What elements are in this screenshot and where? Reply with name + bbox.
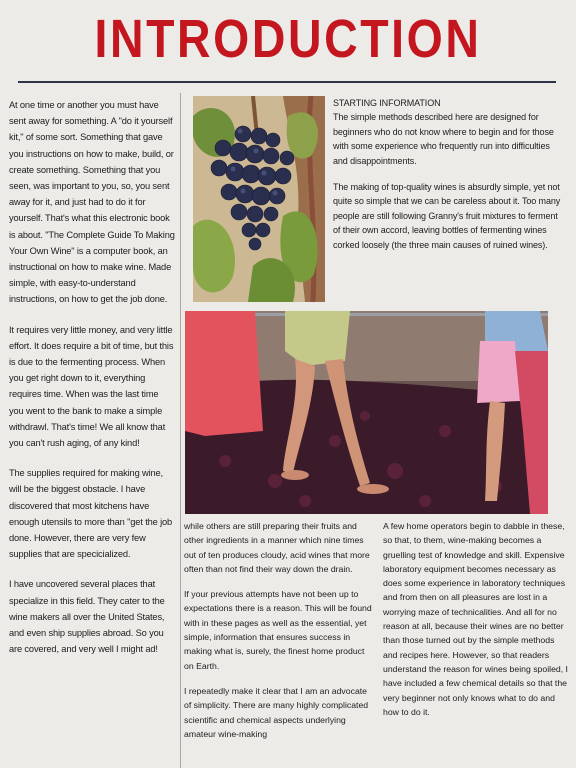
info-paragraph-1: The simple methods described here are designed for beginners who do not know where to begin and for those with some experience who frequently run into difficulties and disappointments. (333, 112, 554, 166)
starting-information (333, 96, 565, 264)
grape-stomping-illustration (185, 311, 548, 514)
left-paragraph-1: At one time or another you must have sent away for something. A "do it yourself kit," of some sort. Something that gave you instructions on how to make, build, or create something. Something that you seen, was important to you, so, you sent away for it, and just had to do it for yourself. That's what this electronic book is about. "The Complete Guide To Making Your Own Wine" is a computer book, an instructional on how to make wine. Made simple, with easy-to-understand instructions, on how to get the job done. (9, 100, 175, 305)
left-paragraph-3: The supplies required for making wine, will be the biggest obstacle. I have discovered that most kitchens have enough utensils to more than "get the job done. However, there are very few supplies that are specicialized. (9, 468, 173, 560)
info-paragraph-2: The making of top-quality wines is absurdly simple, yet not quite so simple that we can be careless about it. Too many people are still following Granny's fruit mixtures to ferment of their own accord, leaving bottles of fermenting wines corked loosely (the three main causes of ruined wines). (333, 182, 561, 250)
left-paragraph-2: It requires very little money, and very little effort. It does require a bit of time, but this is due to the fermenting process. When you get right down to it, everything requires time. When was the last time you went to the bank to make a simple withdrawl. That's time! We all know that you can't rush aging, of any kind! (9, 324, 174, 449)
grape-cluster-illustration (193, 96, 325, 302)
page-title: INTRODUCTION (94, 9, 482, 69)
right-column (383, 519, 569, 719)
right-paragraph: A few home operators begin to dabble in these, so that, to them, wine-making becomes a gruelling test of knowledge and skill. Expensive laboratory equipment becomes necessary as does some experience in laboratory techniques and from then on all pleasures are lost in a worrying maze of technicalities. And all for no reason at all, because their wines are no better than those turned out by the simple methods and recipes here. However, so that readers understand the reason for wines being spoiled, I have included a few chemical details so that the very beginner not only knows what to do and how to do it. (383, 521, 568, 717)
title-divider (18, 81, 556, 83)
section-heading: STARTING INFORMATION (333, 98, 441, 108)
middle-paragraph-2: If your previous attempts have not been up to expectations there is a reason. This will be found with in these pages as well as the essential, yet simple, information that ensures success in making what is, surely, the finest home product on Earth. (184, 589, 372, 671)
left-paragraph-4: I have uncovered several places that specialize in this field. They cater to the wine makers all over the United States, and even ship supplies abroad. So you are covered, and very well I might ad! (9, 579, 165, 655)
column-divider (180, 93, 181, 768)
middle-paragraph-1: while others are still preparing their fruits and other ingredients in a manner which nine times out of ten produces cloudy, acid wines that more often than not find their way down the drain. (184, 521, 370, 574)
grape-cluster-image (193, 96, 325, 302)
grape-stomping-image (185, 311, 548, 514)
middle-paragraph-3: I repeatedly make it clear that I am an advocate of simplicity. There are many highly complicated scientific and chemical aspects underlying amateur wine-making (184, 685, 369, 739)
middle-column (184, 519, 376, 752)
left-column (9, 97, 175, 672)
